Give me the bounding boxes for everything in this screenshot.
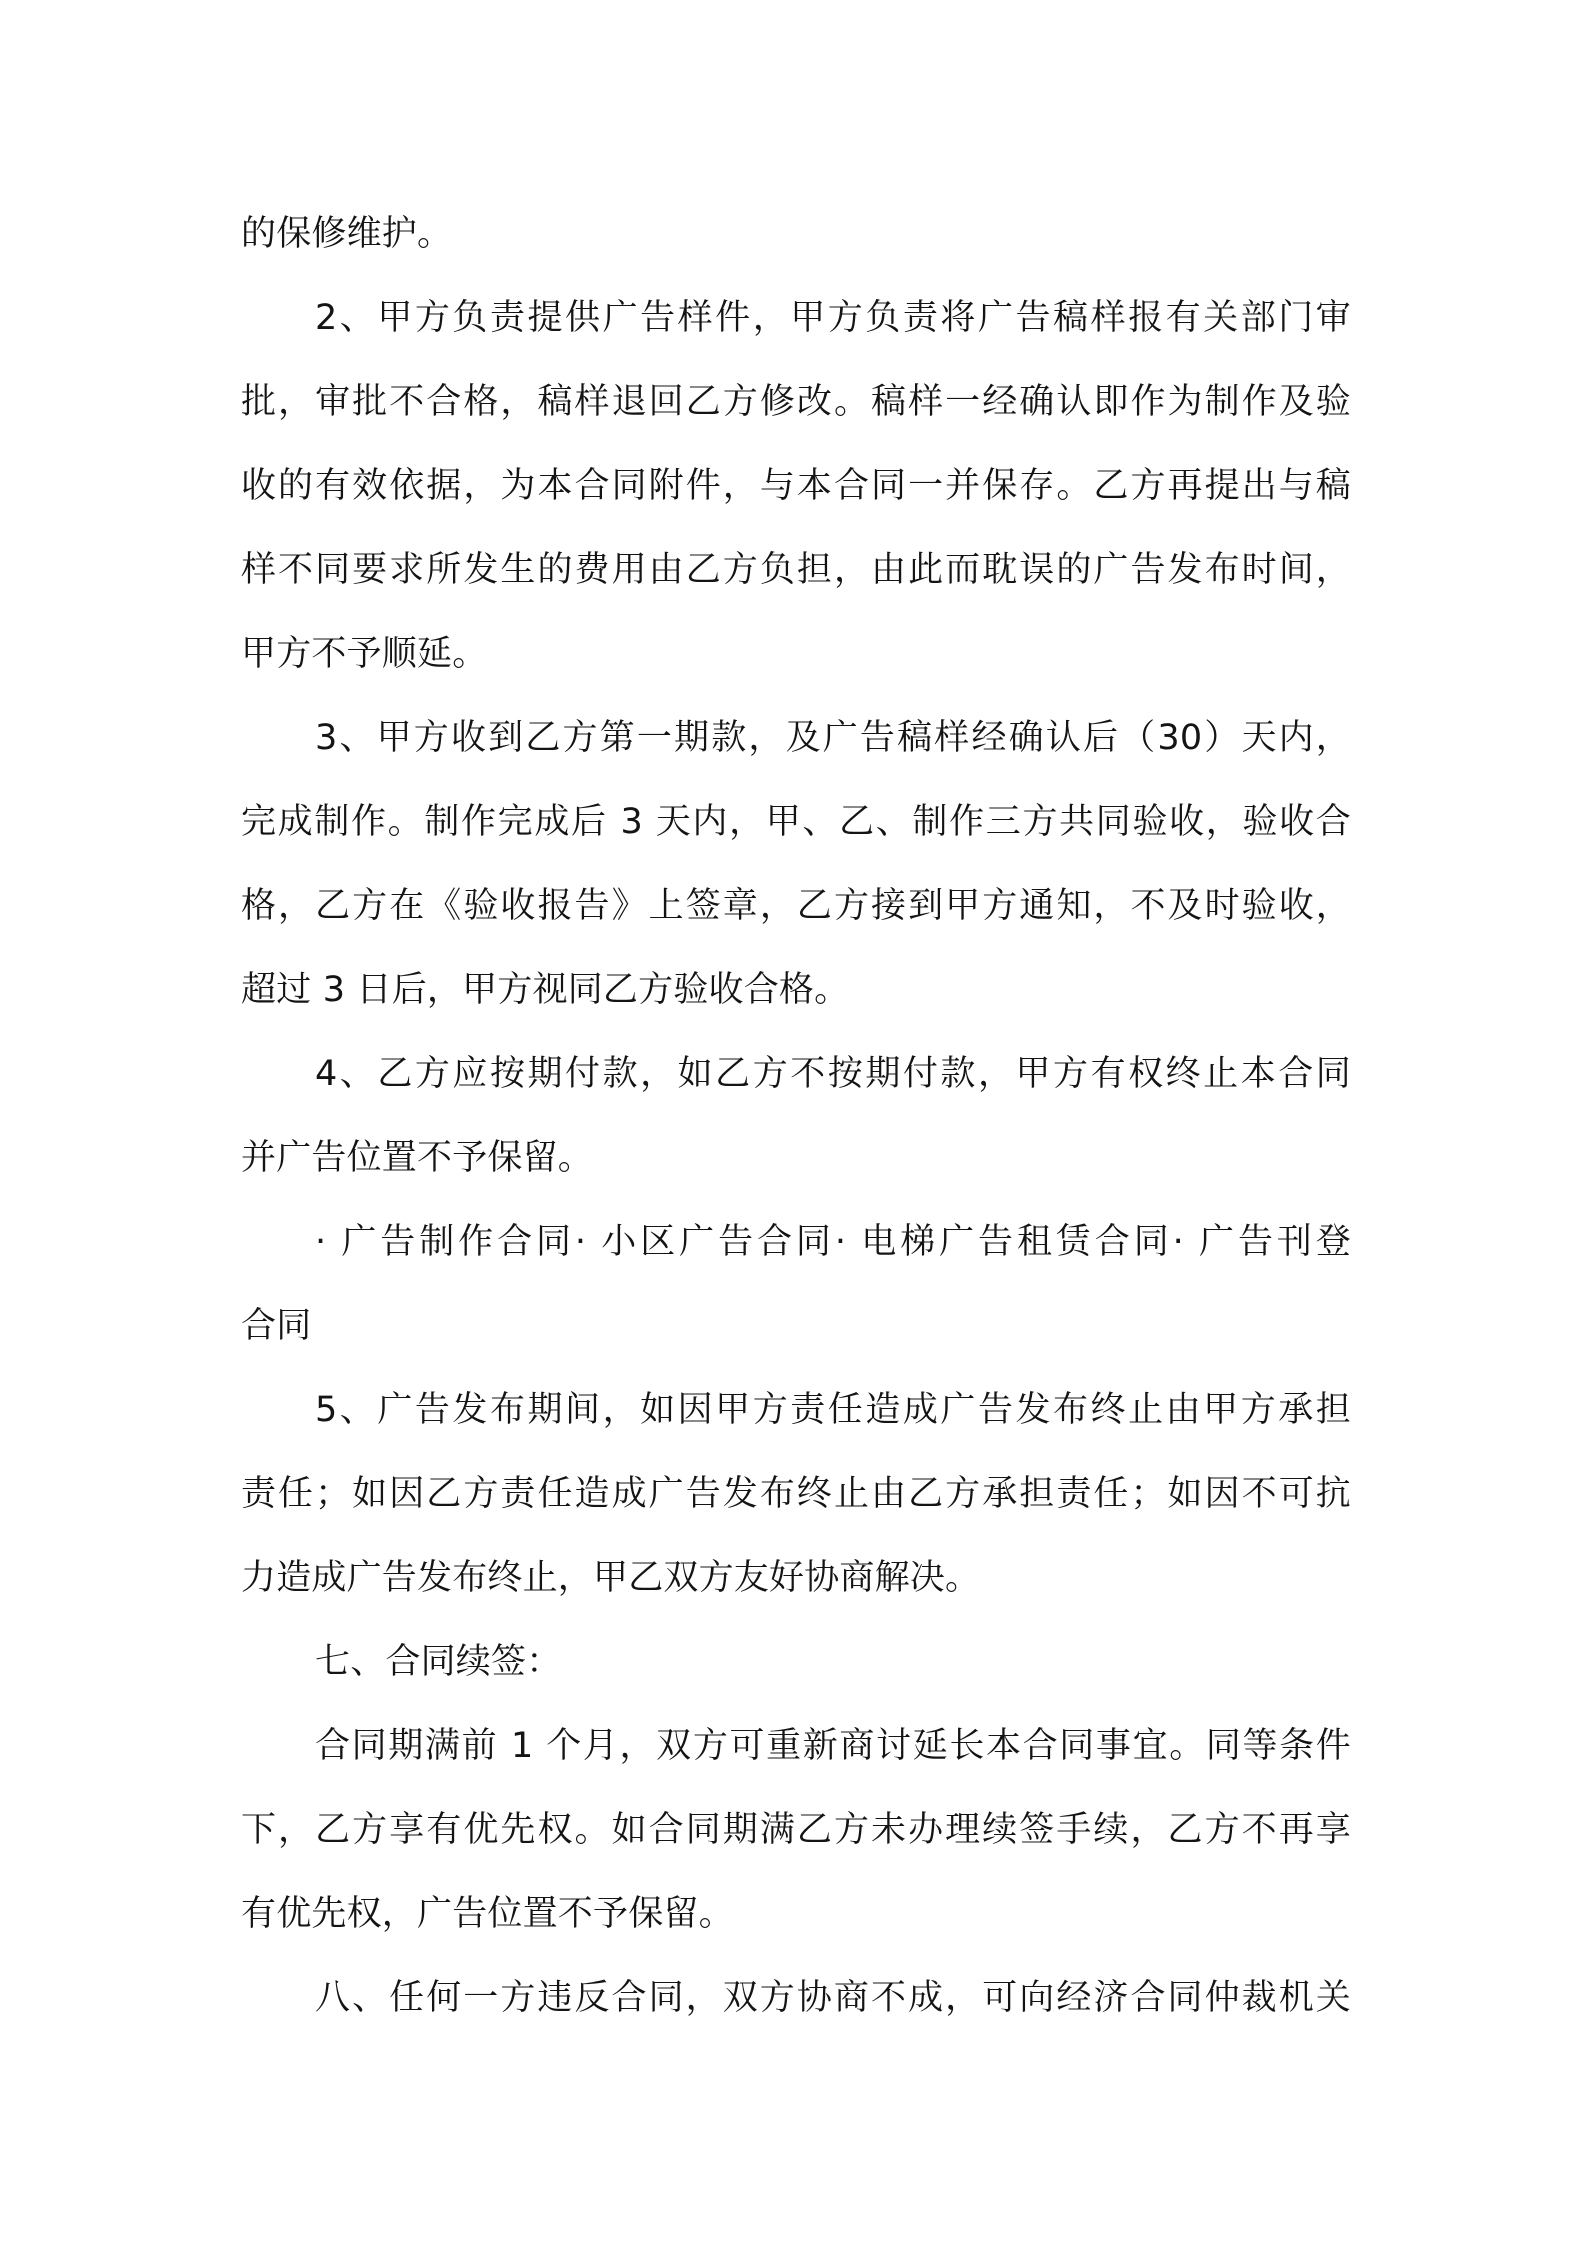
- text-line: 的保修维护。: [241, 214, 453, 254]
- text-line: 4、乙方应按期付款，如乙方不按期付款，甲方有权终止本合同: [315, 1054, 1351, 1094]
- section-heading: 七、合同续签：: [315, 1642, 562, 1682]
- text-line: 合同期满前 1 个月，双方可重新商讨延长本合同事宜。同等条件: [315, 1726, 1351, 1766]
- document-body: [241, 192, 1351, 2040]
- text-line: 3、甲方收到乙方第一期款，及广告稿样经确认后（30）天内，: [315, 718, 1351, 758]
- text-line: 甲方不予顺延。: [241, 634, 488, 674]
- text-line: 并广告位置不予保留。: [241, 1138, 594, 1178]
- text-line: 批，审批不合格，稿样退回乙方修改。稿样一经确认即作为制作及验: [241, 382, 1351, 422]
- text-line: 下，乙方享有优先权。如合同期满乙方未办理续签手续，乙方不再享: [241, 1810, 1351, 1850]
- text-line: 格，乙方在《验收报告》上签章，乙方接到甲方通知，不及时验收，: [241, 886, 1351, 926]
- text-line: 5、广告发布期间，如因甲方责任造成广告发布终止由甲方承担: [315, 1390, 1351, 1430]
- text-line: 2、甲方负责提供广告样件，甲方负责将广告稿样报有关部门审: [315, 298, 1351, 338]
- related-links-line: · 广告制作合同· 小区广告合同· 电梯广告租赁合同· 广告刊登: [315, 1222, 1351, 1262]
- text-line: 超过 3 日后，甲方视同乙方验收合格。: [241, 970, 850, 1010]
- text-line: 八、任何一方违反合同，双方协商不成，可向经济合同仲裁机关: [315, 1978, 1351, 2018]
- text-line: 有优先权，广告位置不予保留。: [241, 1894, 734, 1934]
- text-line: 完成制作。制作完成后 3 天内，甲、乙、制作三方共同验收，验收合: [241, 802, 1351, 842]
- text-line: 合同: [241, 1306, 312, 1346]
- text-line: 力造成广告发布终止，甲乙双方友好协商解决。: [241, 1558, 981, 1598]
- text-line: 样不同要求所发生的费用由乙方负担，由此而耽误的广告发布时间，: [241, 550, 1351, 590]
- text-line: 责任；如因乙方责任造成广告发布终止由乙方承担责任；如因不可抗: [241, 1474, 1351, 1514]
- text-line: 收的有效依据，为本合同附件，与本合同一并保存。乙方再提出与稿: [241, 466, 1351, 506]
